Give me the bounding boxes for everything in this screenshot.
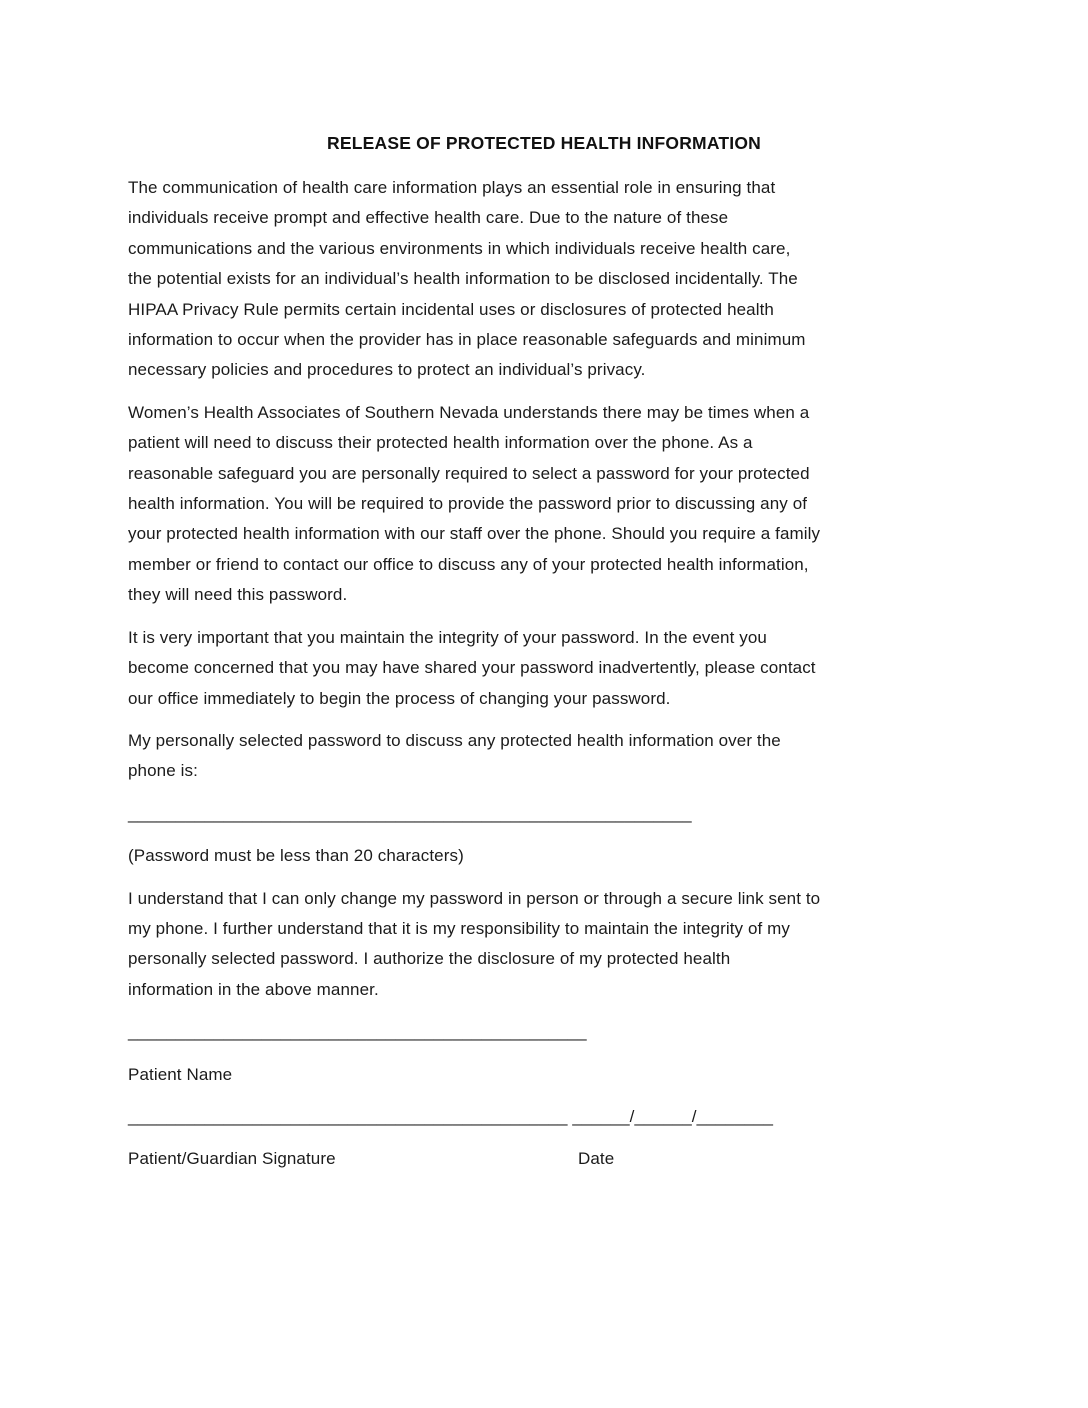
password-length-note: (Password must be less than 20 characters)	[128, 846, 464, 866]
paragraph-password-integrity	[128, 623, 960, 714]
paragraph-password-policy	[128, 398, 960, 611]
text-line: they will need this password.	[128, 585, 348, 605]
text-line: information to occur when the provider has in place reasonable safeguards and minimum	[128, 330, 806, 350]
text-line: health information. You will be required to provide the password prior to discussing any of	[128, 494, 808, 514]
patient-name-entry-line[interactable]: ________________________________________________	[128, 1022, 587, 1042]
text-line: HIPAA Privacy Rule permits certain incidental uses or disclosures of protected health	[128, 299, 774, 319]
signature-label-row	[128, 1144, 960, 1174]
text-line: member or friend to contact our office to discuss any of your protected health information,	[128, 554, 809, 574]
text-line: patient will need to discuss their protected health information over the phone. As a	[128, 433, 753, 453]
text-line: Women’s Health Associates of Southern Nevada understands there may be times when a	[128, 402, 810, 422]
text-line: individuals receive prompt and effective health care. Due to the nature of these	[128, 208, 729, 228]
text-line: the potential exists for an individual’s health information to be disclosed incidentally. The	[128, 269, 798, 289]
text-line: our office immediately to begin the process of changing your password.	[128, 688, 671, 708]
document-title: RELEASE OF PROTECTED HEALTH INFORMATION	[327, 133, 761, 153]
paragraph-intro-hipaa	[128, 173, 960, 386]
date-label: Date	[578, 1149, 615, 1169]
text-line: phone is:	[128, 761, 198, 781]
text-line: communications and the various environments in which individuals receive health care,	[128, 238, 791, 258]
password-entry-line[interactable]: ___________________________________________________________	[128, 803, 692, 823]
signature-label: Patient/Guardian Signature	[128, 1149, 336, 1169]
text-line: It is very important that you maintain the integrity of your password. In the event you	[128, 627, 767, 647]
text-line: personally selected password. I authorize the disclosure of my protected health	[128, 949, 731, 969]
patient-name-label: Patient Name	[128, 1064, 233, 1084]
text-line: My personally selected password to discuss any protected health information over the	[128, 730, 781, 750]
text-line: information in the above manner.	[128, 979, 379, 999]
text-line: necessary policies and procedures to protect an individual’s privacy.	[128, 360, 646, 380]
text-line: become concerned that you may have shared your password inadvertently, please contact	[128, 658, 816, 678]
paragraph-password-prompt	[128, 726, 960, 787]
text-line: I understand that I can only change my password in person or through a secure link sent to	[128, 888, 821, 908]
signature-and-date-entry-line[interactable]: ______________________________________________ ______/______/________	[128, 1106, 774, 1126]
text-line: reasonable safeguard you are personally required to select a password for your protected	[128, 463, 810, 483]
text-line: your protected health information with our staff over the phone. Should you require a family	[128, 524, 821, 544]
text-line: The communication of health care information plays an essential role in ensuring that	[128, 178, 776, 197]
paragraph-authorization	[128, 884, 960, 1006]
text-line: my phone. I further understand that it is my responsibility to maintain the integrity of my	[128, 918, 791, 938]
